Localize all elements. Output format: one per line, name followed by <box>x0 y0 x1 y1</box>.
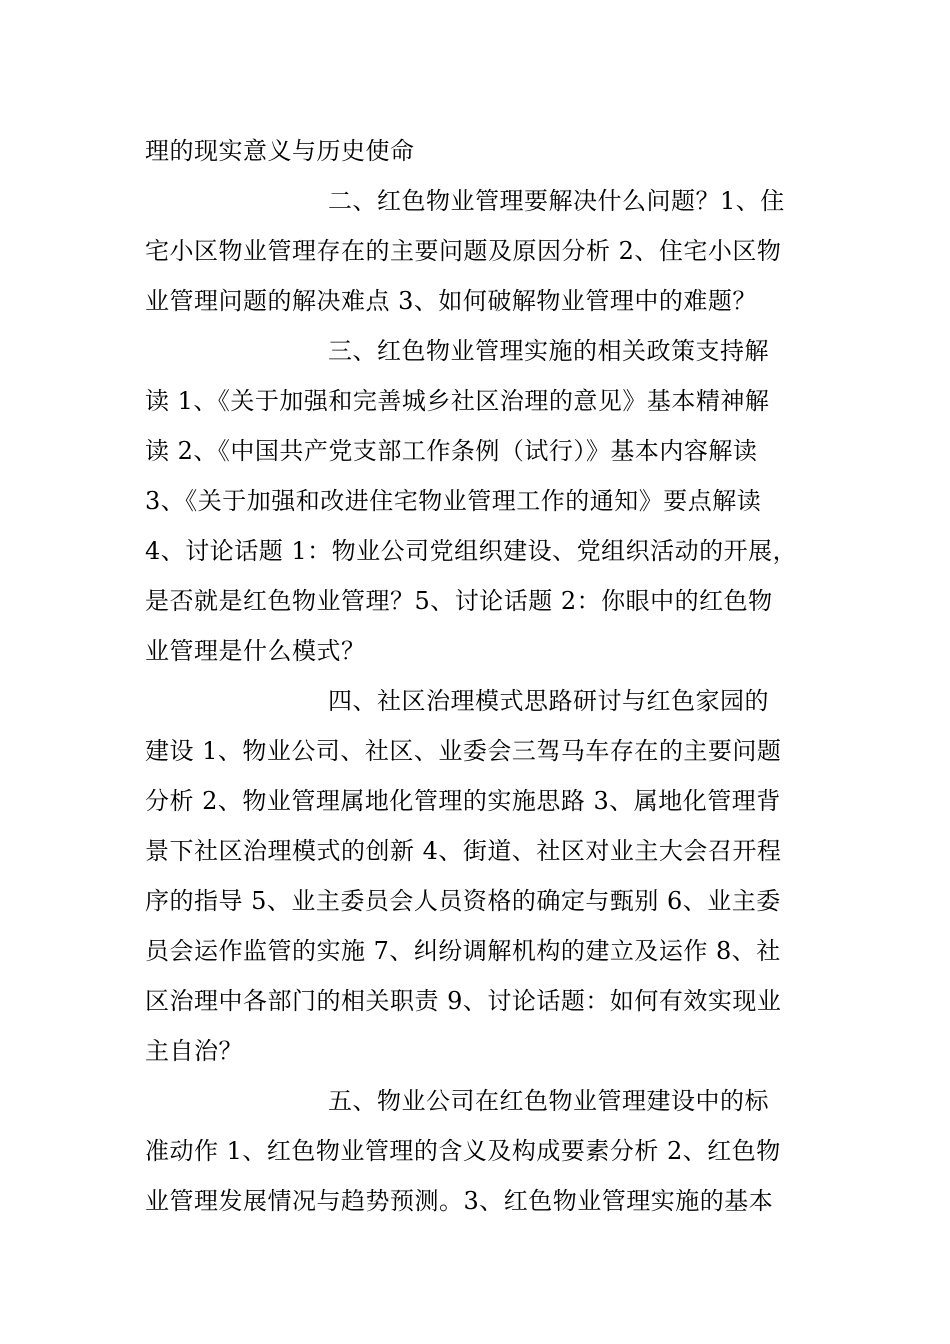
section-heading-2: 二、红色物业管理要解决什么问题？1、住 <box>328 187 785 215</box>
text-line: 读 1、《关于加强和完善城乡社区治理的意见》基本精神解 <box>145 387 770 415</box>
text-line: 准动作 1、红色物业管理的含义及构成要素分析 2、红色物 <box>145 1137 781 1165</box>
text-line: 读 2、《中国共产党支部工作条例（试行）》基本内容解读 <box>145 437 758 465</box>
text-line: 是否就是红色物业管理？5、讨论话题 2：你眼中的红色物 <box>145 587 773 615</box>
text-line: 业管理发展情况与趋势预测。3、红色物业管理实施的基本 <box>145 1187 774 1215</box>
section-heading-5: 五、物业公司在红色物业管理建设中的标 <box>328 1087 769 1115</box>
text-line: 业管理问题的解决难点 3、如何破解物业管理中的难题？ <box>145 287 757 315</box>
text-line: 建设 1、物业公司、社区、业委会三驾马车存在的主要问题 <box>145 737 782 765</box>
text-line: 主自治？ <box>145 1037 243 1065</box>
section-heading-3: 三、红色物业管理实施的相关政策支持解 <box>328 337 769 365</box>
text-line: 序的指导 5、业主委员会人员资格的确定与甄别 6、业主委 <box>145 887 781 915</box>
text-line: 员会运作监管的实施 7、纠纷调解机构的建立及运作 8、社 <box>145 937 781 965</box>
text-line: 业管理是什么模式？ <box>145 637 366 665</box>
text-line: 理的现实意义与历史使命 <box>145 137 415 165</box>
section-heading-4: 四、社区治理模式思路研讨与红色家园的 <box>328 687 769 715</box>
text-line: 宅小区物业管理存在的主要问题及原因分析 2、住宅小区物 <box>145 237 782 265</box>
text-line: 分析 2、物业管理属地化管理的实施思路 3、属地化管理背 <box>145 787 781 815</box>
text-line: 4、讨论话题 1：物业公司党组织建设、党组织活动的开展， <box>145 537 798 565</box>
text-line: 区治理中各部门的相关职责 9、讨论话题：如何有效实现业 <box>145 987 782 1015</box>
text-line: 景下社区治理模式的创新 4、街道、社区对业主大会召开程 <box>145 837 782 865</box>
text-line: 3、《关于加强和改进住宅物业管理工作的通知》要点解读 <box>145 487 762 515</box>
